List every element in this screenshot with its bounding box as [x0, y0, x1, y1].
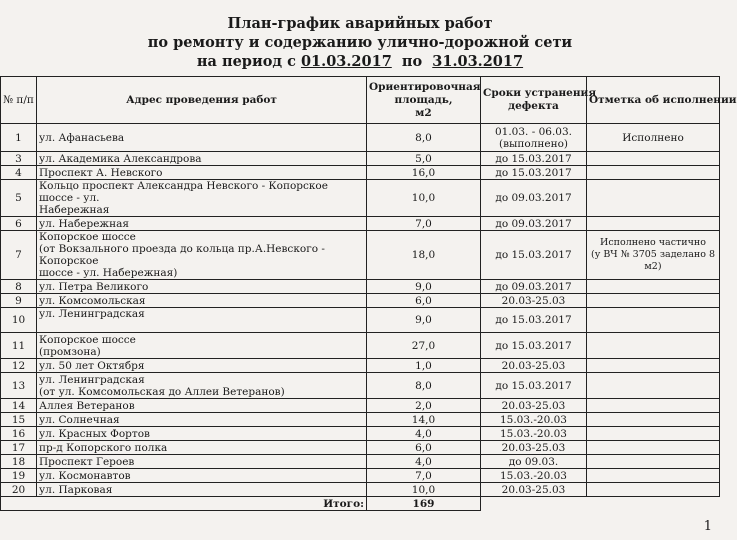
row-deadline: до 09.03.2017 — [481, 217, 587, 231]
row-area: 14,0 — [367, 413, 481, 427]
row-deadline: до 15.03.2017 — [481, 333, 587, 359]
row-deadline: 20.03-25.03 — [481, 399, 587, 413]
row-number: 10 — [1, 308, 37, 333]
table-row — [1, 180, 720, 217]
row-area: 8,0 — [367, 124, 481, 152]
row-number: 13 — [1, 373, 37, 399]
row-number: 12 — [1, 359, 37, 373]
header-num: № п/п — [1, 77, 37, 124]
row-address: ул. Академика Александрова — [37, 152, 367, 166]
row-deadline: до 09.03.2017 — [481, 180, 587, 217]
row-area: 10,0 — [367, 180, 481, 217]
row-address: пр-д Копорского полка — [37, 441, 367, 455]
row-note — [587, 427, 720, 441]
row-number: 1 — [1, 124, 37, 152]
row-note — [587, 180, 720, 217]
row-note — [587, 359, 720, 373]
row-address: Копорское шоссе (промзона) — [37, 333, 367, 359]
row-address: Проспект Героев — [37, 455, 367, 469]
row-note — [587, 469, 720, 483]
table-row — [1, 359, 720, 373]
row-note — [587, 217, 720, 231]
row-area: 4,0 — [367, 455, 481, 469]
row-area: 2,0 — [367, 399, 481, 413]
document-title — [0, 14, 720, 71]
row-deadline: до 09.03.2017 — [481, 280, 587, 294]
title-line-3: на период с 01.03.2017 по 31.03.2017 — [196, 53, 524, 70]
row-note — [587, 399, 720, 413]
row-area: 9,0 — [367, 308, 481, 333]
row-area: 5,0 — [367, 152, 481, 166]
row-area: 7,0 — [367, 217, 481, 231]
row-deadline: 20.03-25.03 — [481, 294, 587, 308]
row-area: 16,0 — [367, 166, 481, 180]
table-row — [1, 483, 720, 497]
row-address: ул. Красных Фортов — [37, 427, 367, 441]
row-note — [587, 455, 720, 469]
row-address: ул. Ленинградская — [37, 308, 367, 333]
row-address: ул. Петра Великого — [37, 280, 367, 294]
row-area: 1,0 — [367, 359, 481, 373]
row-deadline: 15.03.-20.03 — [481, 413, 587, 427]
row-deadline: до 15.03.2017 — [481, 166, 587, 180]
row-note — [587, 280, 720, 294]
table-row — [1, 441, 720, 455]
row-deadline: 20.03-25.03 — [481, 359, 587, 373]
row-area: 8,0 — [367, 373, 481, 399]
row-number: 18 — [1, 455, 37, 469]
row-note — [587, 333, 720, 359]
row-note — [587, 373, 720, 399]
row-area: 4,0 — [367, 427, 481, 441]
row-area: 18,0 — [367, 231, 481, 280]
row-address: ул. Набережная — [37, 217, 367, 231]
row-note — [587, 413, 720, 427]
row-number: 6 — [1, 217, 37, 231]
row-address: ул. Солнечная — [37, 413, 367, 427]
total-value: 169 — [367, 497, 481, 511]
row-number: 8 — [1, 280, 37, 294]
row-deadline: до 09.03. — [481, 455, 587, 469]
row-deadline: до 15.03.2017 — [481, 308, 587, 333]
table-header-row — [1, 77, 720, 124]
row-address: ул. Ленинградская (от ул. Комсомольская до Аллеи Ветеранов) — [37, 373, 367, 399]
row-deadline: 20.03-25.03 — [481, 483, 587, 497]
row-note — [587, 441, 720, 455]
row-address: ул. Комсомольская — [37, 294, 367, 308]
table-row — [1, 455, 720, 469]
row-deadline: до 15.03.2017 — [481, 152, 587, 166]
row-number: 15 — [1, 413, 37, 427]
row-deadline: 01.03. - 06.03. (выполнено) — [481, 124, 587, 152]
total-row — [1, 497, 720, 511]
table-row — [1, 294, 720, 308]
row-address: Аллея Ветеранов — [37, 399, 367, 413]
row-note — [587, 294, 720, 308]
row-deadline: до 15.03.2017 — [481, 231, 587, 280]
header-address: Адрес проведения работ — [37, 77, 367, 124]
table-row — [1, 308, 720, 333]
header-deadline: Сроки устранения дефекта — [481, 77, 587, 124]
row-address: Проспект А. Невского — [37, 166, 367, 180]
row-area: 9,0 — [367, 280, 481, 294]
row-address: ул. Афанасьева — [37, 124, 367, 152]
title-line-2: по ремонту и содержанию улично-дорожной сети — [147, 34, 573, 51]
table-row — [1, 166, 720, 180]
table-row — [1, 413, 720, 427]
row-note — [587, 308, 720, 333]
table-row — [1, 373, 720, 399]
row-area: 6,0 — [367, 294, 481, 308]
row-note — [587, 152, 720, 166]
row-deadline: 15.03.-20.03 — [481, 469, 587, 483]
header-area: Ориентировочная площадь, м2 — [367, 77, 481, 124]
page-number: 1 — [703, 519, 712, 534]
row-deadline: 20.03-25.03 — [481, 441, 587, 455]
row-number: 5 — [1, 180, 37, 217]
row-address: ул. Космонавтов — [37, 469, 367, 483]
works-table — [0, 76, 737, 511]
date-from: 01.03.2017 — [300, 53, 392, 70]
row-area: 6,0 — [367, 441, 481, 455]
row-address: ул. Парковая — [37, 483, 367, 497]
row-deadline: 15.03.-20.03 — [481, 427, 587, 441]
row-area: 10,0 — [367, 483, 481, 497]
row-number: 17 — [1, 441, 37, 455]
row-note — [587, 483, 720, 497]
row-note: Исполнено частично (у ВЧ № 3705 заделано 8 м2) — [587, 231, 720, 280]
table-row — [1, 124, 720, 152]
table-row — [1, 280, 720, 294]
row-address: ул. 50 лет Октября — [37, 359, 367, 373]
row-area: 7,0 — [367, 469, 481, 483]
row-number: 19 — [1, 469, 37, 483]
date-to: 31.03.2017 — [432, 53, 524, 70]
title-line-1: План-график аварийных работ — [227, 15, 493, 32]
row-number: 9 — [1, 294, 37, 308]
header-note: Отметка об исполнении — [587, 77, 720, 124]
total-label: Итого: — [37, 497, 367, 511]
table-row — [1, 333, 720, 359]
row-note — [587, 166, 720, 180]
row-number: 14 — [1, 399, 37, 413]
row-deadline: до 15.03.2017 — [481, 373, 587, 399]
row-number: 7 — [1, 231, 37, 280]
table-row — [1, 217, 720, 231]
table-row — [1, 469, 720, 483]
table-row — [1, 152, 720, 166]
row-number: 3 — [1, 152, 37, 166]
row-address: Копорское шоссе (от Вокзального проезда до кольца пр.А.Невского - Копорское шоссе - ул. Набережная) — [37, 231, 367, 280]
row-number: 4 — [1, 166, 37, 180]
table-row — [1, 427, 720, 441]
row-number: 20 — [1, 483, 37, 497]
row-number: 16 — [1, 427, 37, 441]
row-address: Кольцо проспект Александра Невского - Копорское шоссе - ул. Набережная — [37, 180, 367, 217]
table-row — [1, 399, 720, 413]
row-number: 11 — [1, 333, 37, 359]
row-area: 27,0 — [367, 333, 481, 359]
table-row — [1, 231, 720, 280]
row-note: Исполнено — [587, 124, 720, 152]
